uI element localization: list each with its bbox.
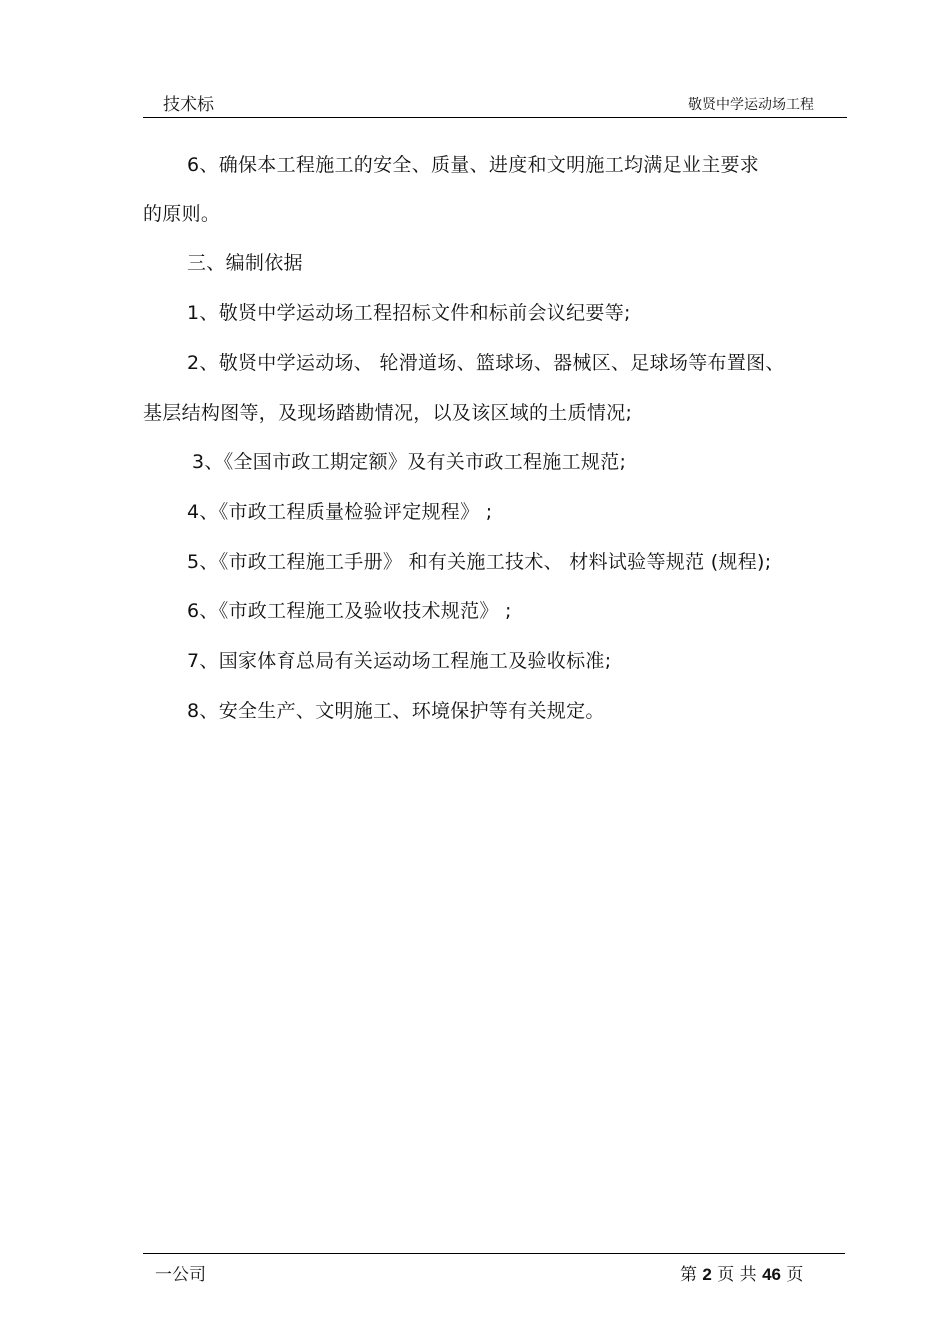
- page-prefix: 第: [680, 1265, 697, 1285]
- text-line: 6、确保本工程施工的安全、质量、进度和文明施工均满足业主要求: [187, 154, 760, 176]
- list-item: 7、国家体育总局有关运动场工程施工及验收标准;: [187, 650, 612, 672]
- text-line: 的原则。: [143, 203, 221, 225]
- header-project-name: 敬贤中学运动场工程: [688, 97, 814, 113]
- list-item: 5、《市政工程施工手册》 和有关施工技术、 材料试验等规范 (规程);: [187, 551, 772, 573]
- text-line: 基层结构图等，及现场踏勘情况，以及该区域的土质情况;: [143, 402, 633, 424]
- list-item: 4、《市政工程质量检验评定规程》 ;: [187, 501, 493, 523]
- page-number: [680, 1264, 803, 1286]
- footer-company: 一公司: [155, 1265, 206, 1285]
- list-item: 8、安全生产、文明施工、环境保护等有关规定。: [187, 700, 605, 722]
- header-doc-type: 技术标: [163, 95, 214, 115]
- footer-divider: [143, 1253, 845, 1254]
- page-mid: 页 共: [717, 1265, 757, 1285]
- page-suffix: 页: [786, 1265, 804, 1285]
- page-total: 46: [762, 1265, 782, 1284]
- list-item: 3、《全国市政工期定额》及有关市政工程施工规范;: [192, 451, 627, 473]
- header-divider: [143, 117, 847, 118]
- section-heading: 三、编制依据: [187, 252, 303, 274]
- page-current: 2: [702, 1265, 712, 1284]
- list-item: 2、敬贤中学运动场、 轮滑道场、篮球场、器械区、足球场等布置图、: [187, 352, 785, 374]
- list-item: 6、《市政工程施工及验收技术规范》 ;: [187, 600, 512, 622]
- list-item: 1、敬贤中学运动场工程招标文件和标前会议纪要等;: [187, 302, 631, 324]
